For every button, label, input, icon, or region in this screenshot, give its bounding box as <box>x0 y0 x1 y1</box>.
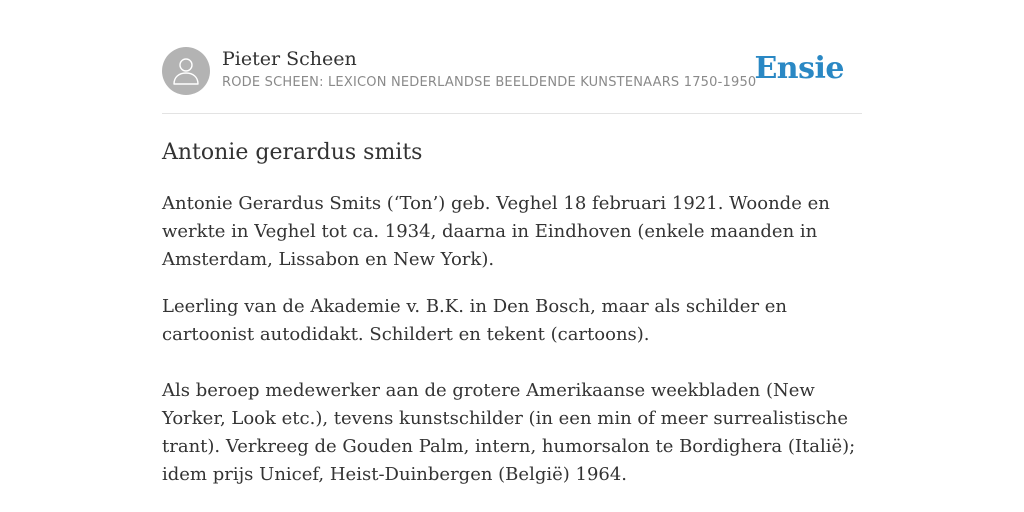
author-name[interactable]: Pieter Scheen <box>222 48 357 70</box>
source-title[interactable]: RODE SCHEEN: LEXICON NEDERLANDSE BEELDENDE KUNSTENAARS 1750-1950 <box>222 75 757 90</box>
article-header <box>162 46 862 96</box>
header-divider <box>162 113 862 114</box>
author-avatar[interactable] <box>162 47 210 95</box>
article-paragraph-3: Als beroep medewerker aan de grotere Amerikaanse weekbladen (New Yorker, Look etc.), tevens kunstschilder (in een min of meer surrealistische trant). Verkreeg de Gouden Palm, intern, humorsalon te Bordighera (Italië); idem prijs Unicef, Heist-Duinbergen (België) 1964. <box>162 380 856 485</box>
article-paragraph-2: Leerling van de Akademie v. B.K. in Den Bosch, maar als schilder en cartoonist autodidakt. Schildert en tekent (cartoons). <box>162 296 788 345</box>
brand-logo[interactable]: Ensie <box>754 51 844 86</box>
user-silhouette-icon <box>172 56 200 86</box>
article-title: Antonie gerardus smits <box>162 140 423 165</box>
article-paragraph-1: Antonie Gerardus Smits (‘Ton’) geb. Veghel 18 februari 1921. Woonde en werkte in Veghel tot ca. 1934, daarna in Eindhoven (enkele maanden in Amsterdam, Lissabon en New York). <box>162 193 830 270</box>
